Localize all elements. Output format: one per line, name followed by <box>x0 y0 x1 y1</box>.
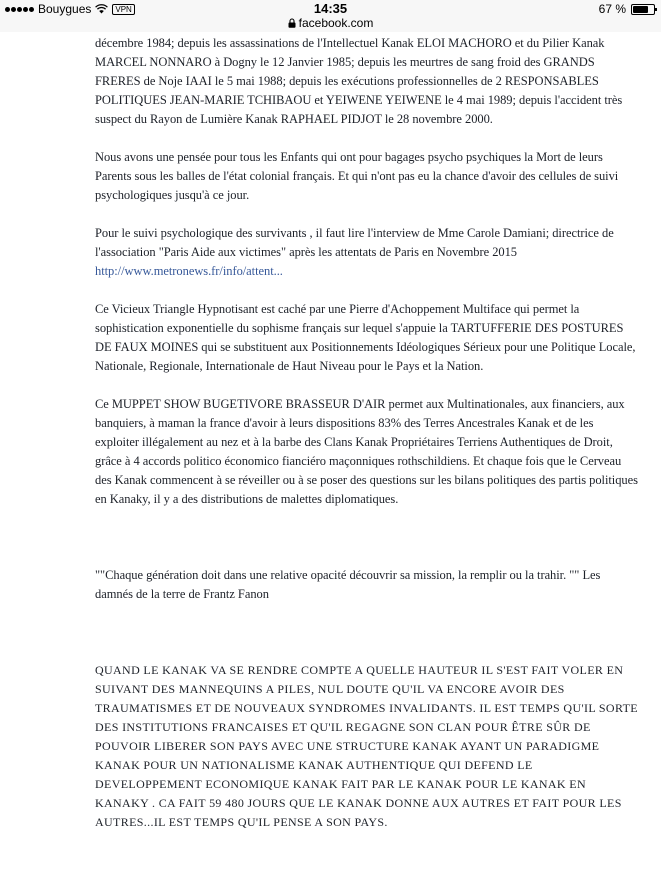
paragraph-text: Pour le suivi psychologique des survivants , il faut lire l'interview de Mme Carole Damiani; directrice de l'association "Paris Aide aux victimes" après les attentats de Paris en Novembre 2015 <box>95 226 614 259</box>
metronews-link[interactable]: http://www.metronews.fr/info/attent... <box>95 264 283 278</box>
paragraph-history: décembre 1984; depuis les assassinations de l'Intellectuel Kanak ELOI MACHORO et du Pilier Kanak MARCEL NONNARO à Dogny le 12 Janvier 1985; depuis les meurtres de sang froid des GRANDS FRERES de Noje IAAI le 5 mai 1988; depuis les exécutions professionnelles de 2 RESPONSABLES POLITIQUES JEAN-MARIE TCHIBAOU et YEIWENE YEIWENE le 4 mai 1989; depuis l'accident très suspect du Rayon de Lumière Kanak RAPHAEL PIDJOT le 28 novembre 2000. <box>95 36 623 126</box>
battery-fill <box>633 6 648 13</box>
battery-percentage: 67 % <box>598 2 626 16</box>
status-bar <box>0 0 661 32</box>
paragraph-uppercase: QUAND LE KANAK VA SE RENDRE COMPTE A QUELLE HAUTEUR IL S'EST FAIT VOLER EN SUIVANT DES MANNEQUINS A PILES, NUL DOUTE QU'IL VA ENCORE AVOIR DES TRAUMATISMES ET DE NOUVEAUX SYNDROMES INVALIDANTS. IL EST TEMPS QU'IL SORTE DES INSTITUTIONS FRANCAISES ET QU'IL REGAGNE SON CLAN POUR ÊTRE SÛR DE POUVOIR LIBERER SON PAYS AVEC UNE STRUCTURE KANAK AYANT UN PARADIGME KANAK POUR UN NATIONALISME KANAK AUTHENTIQUE QUI DEFEND LE DEVELOPPEMENT ECONOMIQUE KANAK FAIT PAR LE KANAK POUR LE KANAK EN KANAKY . CA FAIT 59 480 JOURS QUE LE KANAK DONNE AUX AUTRES ET FAIT POUR LES AUTRES...IL EST TEMPS QU'IL PENSE A SON PAYS. <box>95 663 638 829</box>
battery-icon <box>631 4 655 15</box>
lock-icon <box>288 18 296 28</box>
paragraph-psychological-followup <box>95 224 639 281</box>
address-bar[interactable] <box>0 16 661 30</box>
quote-fanon: ""Chaque génération doit dans une relative opacité découvrir sa mission, la remplir ou la trahir. "" Les damnés de la terre de Frantz Fanon <box>95 568 601 601</box>
url-text: facebook.com <box>298 16 374 30</box>
article-body <box>95 34 639 832</box>
paragraph-children: Nous avons une pensée pour tous les Enfants qui ont pour bagages psycho psychiques la Mort de leurs Parents sous les balles de l'état colonial français. Et qui n'ont pas eu la chance d'avoir des cellules de suivi psychologiques jusqu'à ce jour. <box>95 150 619 202</box>
paragraph-muppet-show: Ce MUPPET SHOW BUGETIVORE BRASSEUR D'AIR permet aux Multinationales, aux financiers, aux banquiers, à maman la france d'avoir à leurs dispositions 83% des Terres Ancestrales Kanak et de les exploiter illégalement au nez et à la barbe des Clans Kanak Propriétaires Terriens Authentiques de Droit, grâce à 4 accords politico économico fianciéro maçonniques rothschildiens. Et chaque fois que le Cerveau des Kanak commencent à se réveiller ou à se poser des questions sur les bilans politiques des partis politiques en Kanaky, il y a des distributions de malettes diplomatiques. <box>95 397 638 506</box>
clock: 14:35 <box>313 1 348 16</box>
status-right <box>599 2 655 16</box>
vpn-badge: VPN <box>112 4 134 15</box>
paragraph-triangle: Ce Vicieux Triangle Hypnotisant est caché par une Pierre d'Achoppement Multiface qui permet la sophistication exponentielle du sophisme français sur lequel s'appuie la TARTUFFERIE DES POSTURES DE FAUX MOINES qui se substituent aux Positionnements Idéologiques Sérieux pour une Politique Locale, Nationale, Regionale, Internationale de Haut Niveau pour le Pays et la Nation. <box>95 302 636 373</box>
carrier-name: Bouygues <box>38 2 92 16</box>
